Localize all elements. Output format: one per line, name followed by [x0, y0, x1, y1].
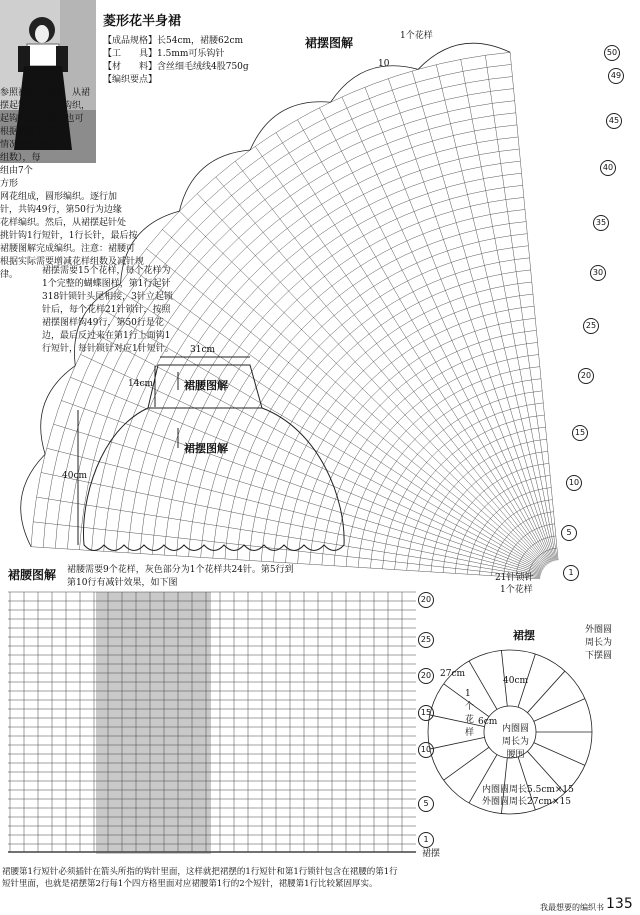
row-marker-45: 45: [606, 113, 622, 129]
waist-marker-3: 15: [418, 705, 434, 721]
row-marker-40: 40: [600, 160, 616, 176]
width-small-label: 6cm: [478, 717, 498, 727]
inner-note-line-2: 腰围: [506, 750, 525, 760]
chain-note: 21针锁针: [495, 573, 534, 583]
row-marker-35: 35: [593, 215, 609, 231]
note-line-8: 网花组成，圆形编织。逐行加: [0, 192, 118, 202]
footer-line-1: 裙腰第1行短针必须插针在箭头所指的钩针里面，这样就把裙摆的1行短针和第1行锁针包含在裙腰的第1行: [2, 867, 398, 877]
waist-marker-6: 1: [418, 832, 434, 848]
note-line-0: 参照裙摆示意图，从裙: [0, 88, 91, 98]
instruction-line-1: 1个完整的蝴蝶图样，第1行起针: [42, 279, 171, 289]
calc-inner: 内圈圆周长5.5cm×15: [482, 785, 574, 795]
round-spoke: [527, 671, 564, 713]
waist-note-line-1: 裙腰需要9个花样，灰色部分为1个花样共24针。第5行到: [67, 565, 294, 575]
width-big-label: 27cm: [440, 669, 466, 679]
outer-note-line-2: 下摆圆: [585, 651, 613, 661]
width-dimension: 31cm: [190, 345, 216, 355]
note-line-5: 组数），每: [0, 153, 41, 163]
footer-note: [2, 866, 638, 890]
waist-marker-5: 5: [418, 796, 434, 812]
instruction-line-6: 行短针，每针锁针对应1针短针。: [42, 344, 174, 354]
row-marker-30: 30: [590, 265, 606, 281]
note-line-2: 起钩15组花样（也可: [0, 114, 84, 124]
waist-chart-title: 裙腰图解: [8, 568, 57, 582]
waist-marker-0: 20: [418, 592, 434, 608]
note-line-12: 裙腰图解完成编织。注意：裙腰可: [0, 244, 136, 254]
row-marker-10: 10: [566, 475, 582, 491]
radius-label: 40cm: [503, 676, 529, 686]
waist-schematic-label: 裙腰图解: [184, 379, 228, 392]
inner-note-line-0: 内圈圆: [502, 724, 530, 734]
one-pattern-bottom: 1个花样: [500, 585, 533, 595]
round-spoke: [430, 737, 485, 749]
row-marker-20: 20: [578, 368, 594, 384]
spec-size: 【成品规格】长54cm，裙腰62cm: [103, 36, 244, 46]
note-line-11: 挑针钩1行短针，1行长针，最后按: [0, 231, 138, 241]
note-line-13: 根据实际需要增减花样组数及减针规: [0, 257, 145, 267]
page-title: 菱形花半身裙: [103, 14, 182, 29]
inner-note-line-1: 周长为: [502, 737, 530, 747]
outer-note-line-0: 外圈圆: [585, 625, 613, 635]
instruction-line-5: 边，最后反过来在第1行上面钩1: [42, 331, 171, 341]
row-marker-1: 1: [563, 565, 579, 581]
length-dimension: 40cm: [62, 471, 88, 481]
note-line-14: 律。: [0, 270, 19, 280]
outer-note-line-1: 周长为: [585, 638, 613, 648]
skirt-chart-title: 裙摆图解: [305, 36, 354, 50]
note-line-9: 针，共钩49行，第50行为边缘: [0, 205, 122, 215]
footer-line-2: 短针里面，也就是裙摆第2行每1个四方格里面对应裙腰第1行的2个短针，裙腰第1行比较紧固厚实。: [2, 879, 378, 889]
spec-tool: 【工 具】1.5mm可乐钩针: [103, 49, 225, 59]
note-line-3: 根据着装者实际: [0, 127, 64, 137]
note-line-6: 组由7个: [0, 166, 33, 176]
instruction-line-3: 针后，每个花样21针锁针，按照: [42, 305, 171, 315]
spec-material: 【材 料】含丝细毛绒线4股750g: [103, 62, 249, 72]
hem-schematic-label: 裙摆图解: [184, 442, 228, 455]
page-number: 135: [606, 896, 633, 912]
inner-circle-note: [502, 723, 529, 762]
outer-circle-note: [585, 624, 612, 663]
round-spoke: [534, 699, 585, 722]
waist-marker-2: 20: [418, 668, 434, 684]
instruction-line-2: 318针锁针头尾相接，3针立起锁: [42, 292, 173, 302]
hem-tag: 裙摆: [422, 849, 441, 859]
round-spoke: [444, 747, 489, 780]
row-marker-25: 25: [583, 318, 599, 334]
calc-outer: 外圈圆周长27cm×15: [482, 797, 572, 807]
row-marker-5: 5: [561, 525, 577, 541]
waist-marker-1: 25: [418, 632, 434, 648]
instruction-line-0: 裙摆需要15个花样，每个花样为: [42, 266, 171, 276]
row-marker-50: 50: [604, 45, 620, 61]
spec-notes-head: 【编织要点】: [103, 75, 158, 85]
note-line-1: 摆起针由上往下钩织，: [0, 101, 91, 111]
book-title: 我最想要的编织书: [540, 903, 604, 912]
round-chart-title: 裙摆: [513, 629, 535, 642]
instruction-line-4: 裙摆图样钩49行，第50行是花: [42, 318, 164, 328]
note-line-7: 方形: [0, 179, 19, 189]
one-pattern-label: 1个花样: [400, 31, 433, 41]
row-marker-15: 15: [572, 425, 588, 441]
round-spoke: [430, 715, 485, 727]
waist-marker-4: 10: [418, 742, 434, 758]
ten-label: 10: [378, 59, 390, 69]
round-spoke: [534, 743, 585, 766]
round-one-pattern: 1个花样: [465, 689, 475, 738]
waist-height-dimension: 14cm: [128, 379, 154, 389]
row-marker-49: 49: [608, 68, 624, 84]
note-line-10: 花样编织。然后，从裙摆起针处: [0, 218, 127, 228]
waist-note-line-2: 第10行有减针效果，如下图: [67, 578, 178, 588]
note-line-4: 情况加减花样: [0, 140, 55, 150]
